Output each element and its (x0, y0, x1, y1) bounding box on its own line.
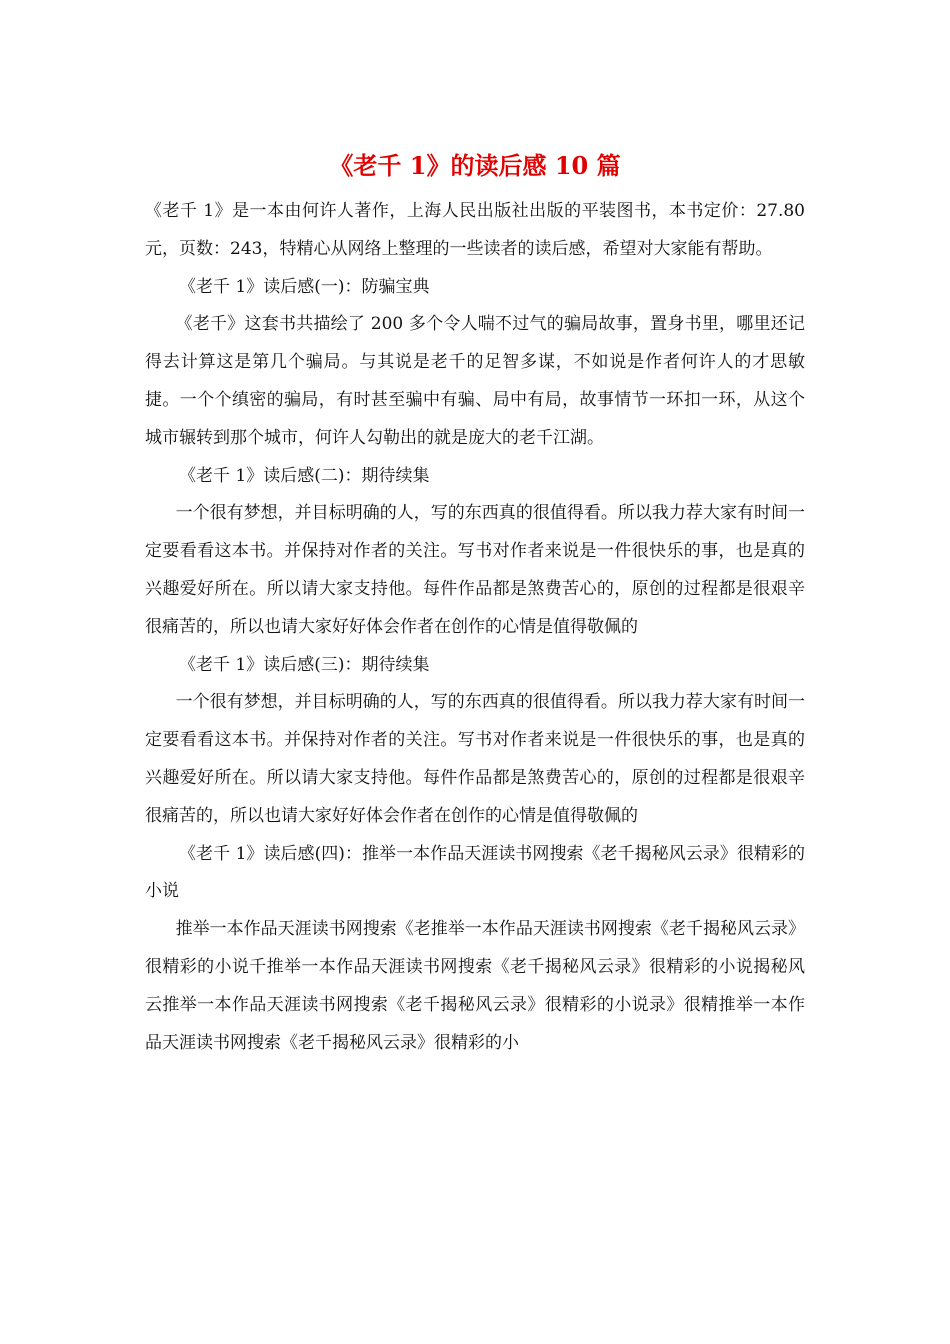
section-3-body: 一个很有梦想，并目标明确的人，写的东西真的很值得看。所以我力荐大家有时间一定要看看这本书。并保持对作者的关注。写书对作者来说是一件很快乐的事，也是真的兴趣爱好所在。所以请大家支持他。每件作品都是煞费苦心的，原创的过程都是很艰辛很痛苦的，所以也请大家好好体会作者在创作的心情是值得敬佩的 (145, 692, 805, 826)
section-3-heading: 《老千 1》读后感(三)：期待续集 (179, 654, 430, 675)
section-4-heading: 《老千 1》读后感(四)：推举一本作品天涯读书网搜索《老千揭秘风云录》很精彩的小说 (145, 843, 805, 902)
section-4-body: 推举一本作品天涯读书网搜索《老推举一本作品天涯读书网搜索《老千揭秘风云录》很精彩的小说千推举一本作品天涯读书网搜索《老千揭秘风云录》很精彩的小说揭秘风云推举一本作品天涯读书网搜索《老千揭秘风云录》很精彩的小说录》很精推举一本作品天涯读书网搜索《老千揭秘风云录》很精彩的小 (145, 919, 805, 1053)
document-title: 《老千 1》的读后感 10 篇 (329, 151, 621, 180)
intro-paragraph: 《老千 1》是一本由何许人著作，上海人民出版社出版的平装图书，本书定价：27.80 元，页数：243，特精心从网络上整理的一些读者的读后感，希望对大家能有帮助。 (145, 201, 805, 259)
document-content (145, 193, 805, 1062)
section-1-body: 《老千》这套书共描绘了 200 多个令人喘不过气的骗局故事，置身书里，哪里还记得去计算这是第几个骗局。与其说是老千的足智多谋，不如说是作者何许人的才思敏捷。一个个缜密的骗局，有时甚至骗中有骗、局中有局，故事情节一环扣一环，从这个城市辗转到那个城市，何许人勾勒出的就是庞大的老千江湖。 (145, 314, 805, 448)
section-2-heading: 《老千 1》读后感(二)：期待续集 (179, 465, 430, 486)
section-1-heading: 《老千 1》读后感(一)：防骗宝典 (179, 276, 430, 297)
section-2-body: 一个很有梦想，并目标明确的人，写的东西真的很值得看。所以我力荐大家有时间一定要看看这本书。并保持对作者的关注。写书对作者来说是一件很快乐的事，也是真的兴趣爱好所在。所以请大家支持他。每件作品都是煞费苦心的，原创的过程都是很艰辛很痛苦的，所以也请大家好好体会作者在创作的心情是值得敬佩的 (145, 503, 805, 637)
